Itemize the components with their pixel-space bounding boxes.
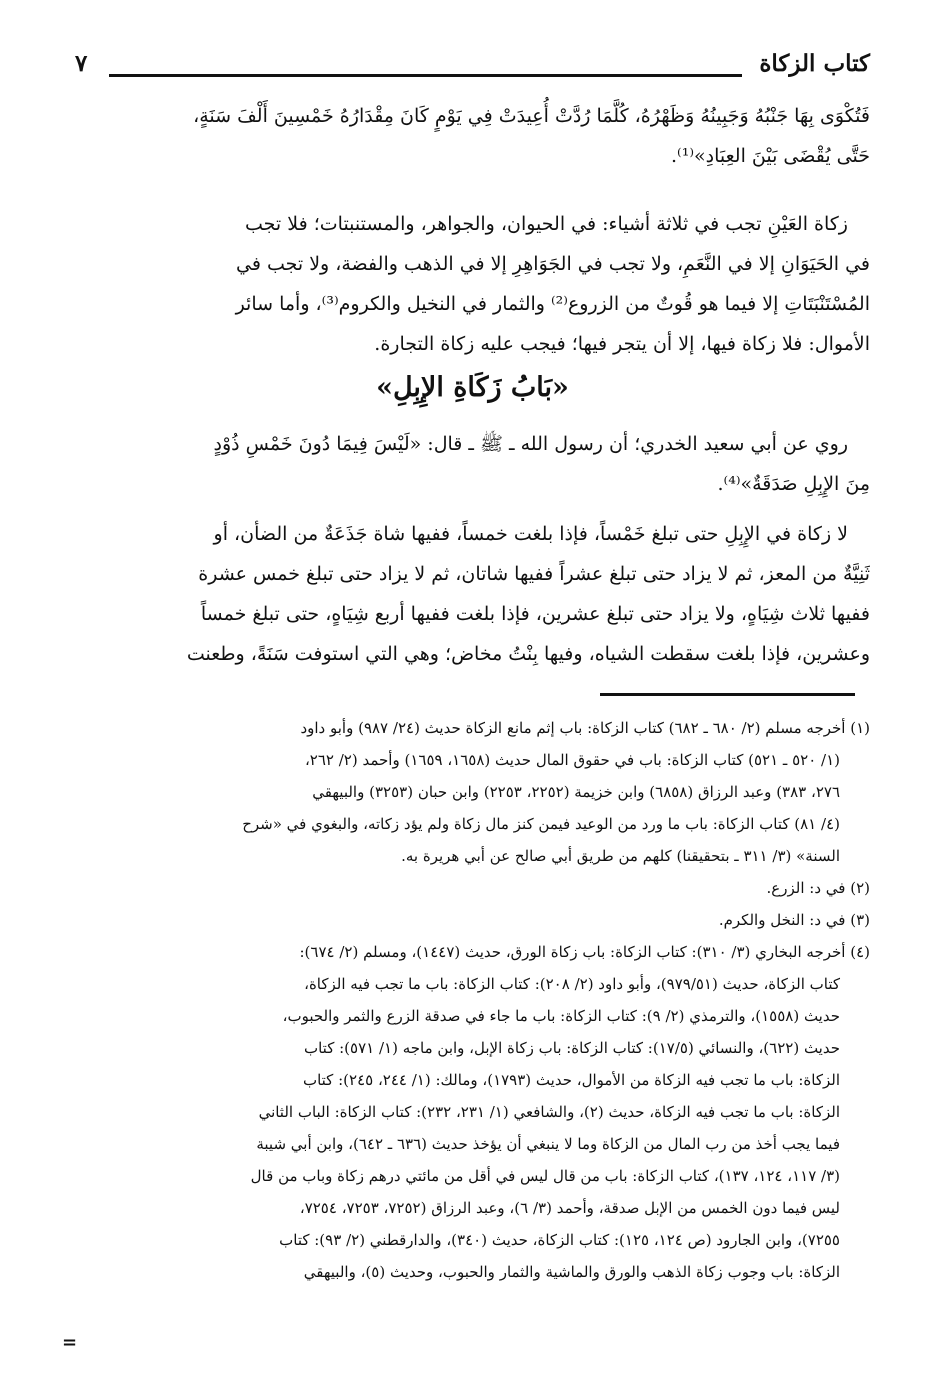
text-line: فَتُكْوَى بِهَا جَنْبُهُ وَجَبِينُهُ وَظَهْرُهُ، كُلَّمَا رُدَّتْ أُعِيدَتْ فِي يَوْمٍ كَانَ مِقْدَارُهُ خَمْسِينَ أَلْفَ سَنَةٍ،	[193, 105, 870, 127]
page-number: ٧	[75, 50, 88, 77]
footnote-line: الزكاة: باب وجوب زكاة الذهب والورق والماشية والثمار والحبوب، وحديث (٥)، والبيهقي	[303, 1263, 840, 1281]
footnotes	[75, 712, 870, 1288]
hadith-paragraph	[75, 424, 870, 504]
footnote-line: (٣/ ١١٧، ١٢٤، ١٣٧)، كتاب الزكاة: باب من قال ليس في أقل من مائتي درهم زكاة وباب من قال	[250, 1167, 840, 1185]
footnote-line: ٢٧٦، ٣٨٣) وعبد الرزاق (٦٨٥٨) وابن خزيمة (٢٢٥٢، ٢٢٥٣) وابن حبان (٣٢٥٣) والبيهقي	[312, 783, 840, 801]
footnote-line: (٤/ ٨١) كتاب الزكاة: باب ما ورد من الوعيد فيمن كنز مال زكاة ولم يؤد زكاته، والبغوي في «شرح	[242, 815, 840, 833]
continuation-mark: =	[62, 1332, 78, 1353]
text-line: في الحَيَوَانِ إلا في النَّعَمِ، ولا تجب في الجَوَاهِرِ إلا في الذهب والفضة، ولا تجب في	[235, 253, 870, 275]
text-line: ثَنِيَّةٌ من المعز، ثم لا يزاد حتى تبلغ عشراً ففيها شاتان، ثم لا يزاد حتى تبلغ خمس عشرة	[198, 563, 870, 585]
footnote-line: (٤) أخرجه البخاري (٣/ ٣١٠): كتاب الزكاة: باب زكاة الورق، حديث (١٤٤٧)، ومسلم (٢/ ٦٧٤):	[299, 943, 870, 961]
text-line: مِنَ الإِبِلِ صَدَقَةٌ»⁽⁴⁾.	[717, 473, 870, 495]
chapter-title: «بَابُ زَكَاةِ الإِبِلِ»	[376, 372, 569, 403]
footnote-line: ليس فيما دون الخمس من الإبل صدقة، وأحمد (٣/ ٦)، وعبد الرزاق (٧٢٥٢، ٧٢٥٣، ٧٢٥٤،	[299, 1199, 840, 1217]
footnote-line: ٧٢٥٥)، وابن الجارود (ص ١٢٤، ١٢٥): كتاب الزكاة، حديث (٣٤٠)، والدارقطني (٢/ ٩٣): كتاب	[279, 1231, 840, 1249]
footnote-line: حديث (١٥٥٨)، والترمذي (٢/ ٩): كتاب الزكاة: باب ما جاء في صدقة الزرع والثمر والحبوب،	[282, 1007, 840, 1025]
text-line: الأموال: فلا زكاة فيها، إلا أن يتجر فيها؛ فيجب عليه زكاة التجارة.	[374, 333, 870, 355]
text-line: لا زكاة في الإِبِلِ حتى تبلغ خَمْساً، فإذا بلغت خمساً، ففيها شاة جَذَعَةٌ من الضأن، أو	[213, 523, 848, 545]
text-line: ففيها ثلاث شِيَاهٍ، ولا يزاد حتى تبلغ عشرين، فإذا بلغت ففيها أربع شِيَاهٍ، حتى تبلغ خمساً	[200, 603, 870, 625]
text-line: حَتَّى يُقْضَى بَيْنَ العِبَادِ»⁽¹⁾.	[671, 145, 870, 167]
footnote-line: الزكاة: باب ما تجب فيه الزكاة من الأموال، حديث (١٧٩٣)، ومالك: (١/ ٢٤٤، ٢٤٥): كتاب	[302, 1071, 840, 1089]
footnote-line: السنة» (٣/ ٣١١ ـ بتحقيقنا) كلهم من طريق أبي صالح عن أبي هريرة به.	[401, 847, 840, 865]
header-rule	[109, 74, 742, 77]
page-header	[75, 48, 870, 84]
footnote-line: الزكاة: باب ما تجب فيه الزكاة، حديث (٢)، والشافعي (١/ ٢٣١، ٢٣٢): كتاب الزكاة: الباب الثاني	[258, 1103, 840, 1121]
paragraph-camel-zakat	[75, 514, 870, 674]
footnote-line: (١) أخرجه مسلم (٢/ ٦٨٠ ـ ٦٨٢) كتاب الزكاة: باب إثم مانع الزكاة حديث (٢٤/ ٩٨٧) وأبو داود	[300, 719, 870, 737]
footnote-line: فيما يجب أخذ من رب المال من الزكاة وما لا ينبغي أن يؤخذ حديث (٦٣٦ ـ ٦٤٢)، وابن أبي شيبة	[256, 1135, 840, 1153]
footnote-line: كتاب الزكاة، حديث (٩٧٩/٥١)، وأبو داود (٢/ ٢٠٨): كتاب الزكاة: باب ما تجب فيه الزكاة،	[304, 975, 840, 993]
text-line: روي عن أبي سعيد الخدري؛ أن رسول الله ـ ﷺ ـ قال: «لَيْسَ فِيمَا دُونَ خَمْسِ ذُوْدٍ	[213, 433, 848, 455]
footnote-line: (٣) في د: النخل والكرم.	[718, 911, 870, 929]
footnote-line: (١/ ٥٢٠ ـ ٥٢١) كتاب الزكاة: باب في حقوق المال حديث (١٦٥٨، ١٦٥٩) وأحمد (٢/ ٢٦٢،	[304, 751, 840, 769]
footnote-line: حديث (٦٢٢)، والنسائي (١٧/٥): كتاب الزكاة: باب زكاة الإبل، وابن ماجه (١/ ٥٧١): كتاب	[303, 1039, 840, 1057]
text-line: وعشرين، فإذا بلغت سقطت الشياه، وفيها بِنْتُ مخاض؛ وهي التي استوفت سَنَةً، وطعنت	[186, 643, 870, 665]
footnote-separator	[600, 693, 855, 696]
paragraph-zakat-ayn	[75, 204, 870, 364]
running-title: كتاب الزكاة	[759, 50, 870, 77]
footnote-line: (٢) في د: الزرع.	[766, 879, 870, 897]
text-line: زكاة العَيْنِ تجب في ثلاثة أشياء: في الحيوان، والجواهر، والمستنبتات؛ فلا تجب	[245, 213, 848, 235]
intro-paragraph	[75, 96, 870, 176]
text-line: المُسْتَنْبَتَاتِ إلا فيما هو قُوتٌ من الزروع⁽²⁾ والثمار في النخيل والكروم⁽³⁾، وأما سائر	[235, 293, 870, 315]
